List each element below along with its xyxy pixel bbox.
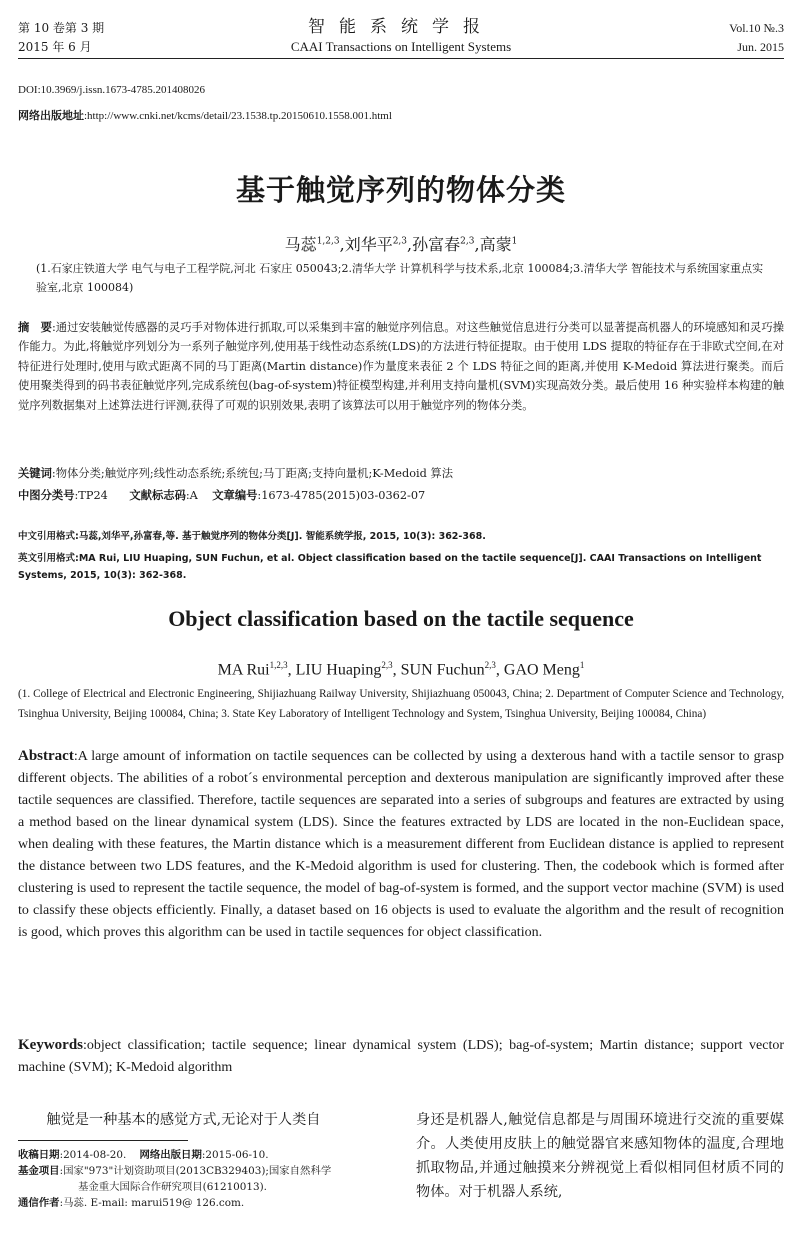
publication-date: 2015 年 6 月 [18, 40, 92, 54]
clc-value: :TP24 [74, 489, 108, 502]
footnote-rule [18, 1140, 188, 1141]
author-separator: , [474, 235, 480, 254]
authors-cn [0, 232, 802, 255]
received-label: 收稿日期 [18, 1149, 60, 1161]
citation-en [18, 550, 784, 584]
doi-value[interactable]: :10.3969/j.issn.1673-4785.201408026 [37, 84, 206, 96]
funding-label: 基金项目 [18, 1165, 60, 1177]
body-column-left [18, 1108, 388, 1211]
author-affiliation-mark: 1 [579, 660, 585, 670]
author-affiliation-mark: 1 [511, 236, 518, 247]
citation-cn-text: :马蕊,刘华平,孙富春,等. 基于触觉序列的物体分类[J]. 智能系统学报, 2015, 10(3): 362-368. [75, 531, 486, 542]
doi-line [18, 84, 784, 96]
clc-label: 中图分类号 [18, 489, 75, 502]
publication-date-en: Jun. 2015 [737, 40, 784, 54]
author-name: GAO Meng [503, 661, 580, 679]
author-name: 高蒙 [479, 235, 512, 254]
citation-cn [18, 528, 784, 545]
affiliations-en: (1. College of Electrical and Electronic Engineering, Shijiazhuang Railway University, Shijiazhuang 050043, China; 2. Department of Computer Science and Technology, Tsinghua University, Beijing 100084, China; 3. State Key Laboratory of Intelligent Technology and System, Tsinghua University, Beijing 100084, China) [18, 688, 784, 720]
footnotes [18, 1147, 388, 1211]
author-separator: , [339, 235, 345, 254]
abstract-en [18, 745, 784, 944]
body-paragraph-left: 触觉是一种基本的感觉方式,无论对于人类自 [46, 1112, 321, 1128]
journal-name-en: CAAI Transactions on Intelligent Systems [290, 39, 512, 54]
abstract-cn-label: 摘 要 [18, 321, 52, 334]
keywords-en [18, 1034, 784, 1079]
author-affiliation-mark: 2,3 [460, 236, 475, 247]
classification-line [18, 487, 784, 503]
body-paragraph-right: 身还是机器人,触觉信息都是与周围环境进行交流的重要媒介。人类使用皮肤上的触觉器官来感知物体的温度,合理地抓取物品,并通过触摸来分辨视觉上看似相同但材质不同的物体。对于机器人系统, [416, 1112, 784, 1200]
body-column-right [416, 1108, 784, 1204]
corresponding-value: :马蕊. E-mail: marui519@ 126.com. [59, 1197, 245, 1209]
received-value: :2014-08-20. [59, 1149, 127, 1161]
article-number-value: :1673-4785(2015)03-0362-07 [257, 489, 426, 502]
title-cn: 基于触觉序列的物体分类 [235, 173, 566, 207]
keywords-en-label: Keywords [18, 1037, 83, 1053]
online-address-line [18, 107, 784, 123]
citation-en-label: 英文引用格式 [18, 553, 76, 564]
author-name: 孙富春 [412, 235, 461, 254]
footnote-dates [18, 1147, 388, 1163]
doc-code-value: :A [185, 489, 198, 502]
abstract-en-text: :A large amount of information on tactile sequences can be collected by using a dexterous hand with a tactile sensor to grasp different objects. The abilities of a robot´s environmental perception and dexterous manipulation are significantly improved after these tactile sequences are classified. Therefore, tactile sequences are separated into a series of subgroups and features are extracted by using a method based on the linear dynamical system (LDS). Since the features extracted by LDS are located in the non-Euclidean space, when dealing with these features, the Martin distance which is a measurement different from Euclidean distance is applied to represent the distance between two LDS features, and the K-Medoid algorithm is used for clustering. Then, the codebook which is formed after clustering is used to represent the tactile sequence, the model of bag-of-system is formed, and the support vector machine (SVM) is used to classify these objects efficiently. Finally, a dataset based on 16 objects is used to evaluate the algorithm and the result of recognition is good, which proves this algorithm can be used in tactile sequences for object classification. [18, 749, 784, 940]
footnote-funding-cont: 基金重大国际合作研究项目(61210013). [78, 1181, 267, 1193]
article-number-label: 文章编号 [212, 489, 258, 502]
citation-en-text: :MA Rui, LIU Huaping, SUN Fuchun, et al. Object classification based on the tactile sequence[J]. CAAI Transactions on Intelligent Systems, 2015, 10(3): 362-368. [18, 553, 762, 581]
author-separator: , [392, 661, 401, 679]
authors-en [0, 660, 802, 679]
author-affiliation-mark: 2,3 [484, 660, 496, 670]
abstract-cn [18, 318, 784, 415]
author-name: SUN Fuchun [400, 661, 485, 679]
affiliations-cn: (1.石家庄铁道大学 电气与电子工程学院,河北 石家庄 050043;2.清华大学 计算机科学与技术系,北京 100084;3.清华大学 智能技术与系统国家重点实验室,北京 100084) [36, 262, 764, 294]
running-header [18, 12, 784, 64]
keywords-cn-label: 关键词 [18, 467, 52, 480]
keywords-cn [18, 465, 784, 481]
citation-cn-label: 中文引用格式 [18, 531, 76, 542]
author-affiliation-mark: 1,2,3 [316, 236, 340, 247]
title-en: Object classification based on the tactile sequence [168, 606, 634, 631]
author-affiliation-mark: 1,2,3 [269, 660, 288, 670]
author-affiliation-mark: 2,3 [381, 660, 393, 670]
abstract-en-label: Abstract [18, 748, 74, 764]
author-separator: , [495, 661, 504, 679]
doc-code-label: 文献标志码 [129, 489, 186, 502]
doi-label: DOI [18, 84, 38, 96]
footnote-correspondence [18, 1195, 388, 1211]
author-name: LIU Huaping [295, 661, 382, 679]
author-name: 马蕊 [284, 235, 317, 254]
author-affiliation-mark: 2,3 [392, 236, 408, 247]
volume-issue: 第 10 卷第 3 期 [18, 21, 105, 35]
online-date-label: 网络出版日期 [139, 1149, 202, 1161]
footnote-funding [18, 1163, 388, 1179]
keywords-cn-text: :物体分类;触觉序列;线性动态系统;系统包;马丁距离;支持向量机;K-Medoid 算法 [51, 467, 454, 480]
journal-name-cn: 智能系统学报 [308, 17, 494, 37]
abstract-cn-text: :通过安装触觉传感器的灵巧手对物体进行抓取,可以采集到丰富的触觉序列信息。对这些触觉信息进行分类可以显著提高机器人的环境感知和灵巧操作能力。为此,将触觉序列划分为一系列子触觉序列,使用基于线性动态系统(LDS)的方法进行特征提取。由于使用 LDS 提取的特征存在于非欧式空间,在对特征进行处理时,使用与欧式距离不同的马丁距离(Martin distance)作为量度来表征 2 个 LDS 特征之间的距离,并使用 K-Medoid 算法进行聚类。而后使用聚类得到的码书表征触觉序列,完成系统包(bag-of-system)特征模型构建,并利用支持向量机(SVM)实现高效分类。最后使用 16 种实验样本构建的触觉序列数据集对上述算法进行评测,获得了可观的识别效果,表明了该算法可以用于触觉序列的物体分类。 [18, 321, 784, 412]
header-rule [18, 58, 784, 59]
online-date-value: :2015-06-10. [201, 1149, 269, 1161]
corresponding-label: 通信作者 [18, 1197, 60, 1209]
keywords-en-text: :object classification; tactile sequence; linear dynamical system (LDS); bag-of-system; Martin distance; support vector machine (SVM); K-Medoid algorithm [18, 1038, 784, 1075]
author-separator: , [287, 661, 296, 679]
online-address-value[interactable]: :http://www.cnki.net/kcms/detail/23.1538.tp.20150610.1558.001.html [84, 110, 392, 122]
funding-value: :国家"973"计划资助项目(2013CB329403);国家自然科学 [59, 1165, 332, 1177]
online-address-label: 网络出版地址 [18, 109, 84, 122]
author-name: 刘华平 [344, 235, 393, 254]
author-separator: , [407, 235, 413, 254]
author-name: MA Rui [217, 661, 270, 679]
volume-issue-en: Vol.10 №.3 [729, 21, 784, 35]
